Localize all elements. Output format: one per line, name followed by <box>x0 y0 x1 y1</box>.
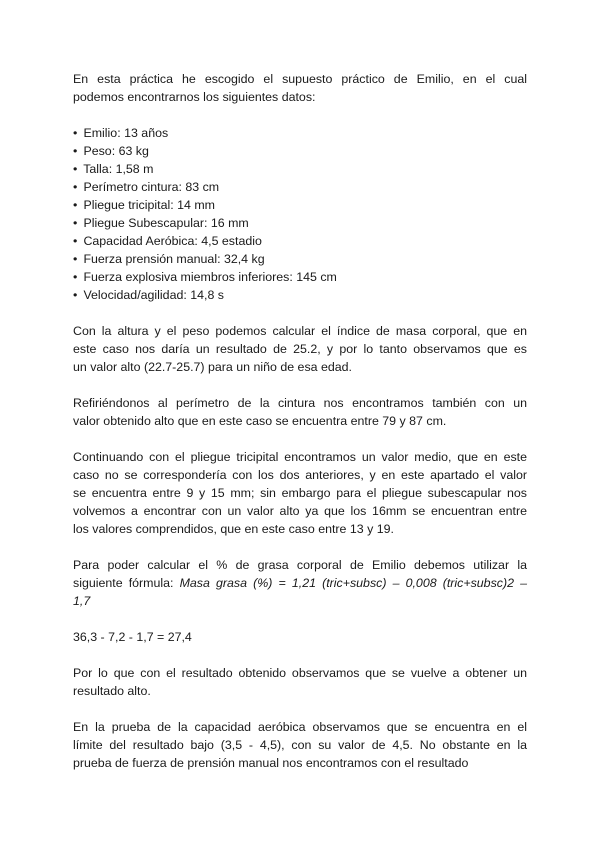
pliegue-paragraph: Continuando con el pliegue tricipital encontramos un valor medio, que en este caso no se correspondería con los dos anteriores, y en este apartado el valor se encuentra entre 9 y 15 mm; sin embargo para el pliegue subescapular nos volvemos a encontrar con un valor alto ya que los 16mm se encuentran entre los valores comprendidos, que en este caso entre 13 y 19. <box>73 450 527 536</box>
list-item: • Perímetro cintura: 83 cm <box>73 180 220 194</box>
intro-line-1: En esta práctica he escogido el supuesto práctico de Emilio, en el cual <box>73 72 527 86</box>
list-item: • Pliegue tricipital: 14 mm <box>73 198 215 212</box>
bullet-icon: • <box>73 216 78 230</box>
bullet-icon: • <box>73 270 78 284</box>
list-item: • Pliegue Subescapular: 16 mm <box>73 216 249 230</box>
list-item: • Capacidad Aeróbica: 4,5 estadio <box>73 234 262 248</box>
bullet-icon: • <box>73 180 78 194</box>
data-list <box>73 124 527 304</box>
bullet-icon: • <box>73 162 78 176</box>
bullet-icon: • <box>73 252 78 266</box>
intro-paragraph <box>73 70 527 106</box>
bullet-icon: • <box>73 198 78 212</box>
list-item: • Fuerza explosiva miembros inferiores: 145 cm <box>73 270 337 284</box>
cintura-paragraph: Refiriéndonos al perímetro de la cintura nos encontramos también con un valor obtenido alto que en este caso se encuentra entre 79 y 87 cm. <box>73 396 527 428</box>
bullet-icon: • <box>73 126 78 140</box>
list-item: • Fuerza prensión manual: 32,4 kg <box>73 252 265 266</box>
bullet-icon: • <box>73 144 78 158</box>
document-body <box>73 70 527 772</box>
intro-line-2: podemos encontrarnos los siguientes datos: <box>73 90 316 104</box>
aerobica-paragraph: En la prueba de la capacidad aeróbica observamos que se encuentra en el límite del resultado bajo (3,5 - 4,5), con su valor de 4,5. No obstante en la prueba de fuerza de prensión manual nos encontramos con el resultado <box>73 720 527 770</box>
list-item: • Emilio: 13 años <box>73 126 169 140</box>
list-item: • Velocidad/agilidad: 14,8 s <box>73 288 224 302</box>
imc-paragraph: Con la altura y el peso podemos calcular el índice de masa corporal, que en este caso nos daría un resultado de 25.2, y por lo tanto observamos que es un valor alto (22.7-25.7) para un niño de esa edad. <box>73 324 527 374</box>
formula: Masa grasa (%) = 1,21 (tric+subsc) – 0,008 (tric+subsc)2 – <box>179 576 527 590</box>
grasa-paragraph: Para poder calcular el % de grasa corporal de Emilio debemos utilizar la siguiente fórmula: Masa grasa (%) = 1,21 (tric+subsc) – 0,008 (tric+subsc)2 – 1,7 <box>73 558 527 608</box>
list-item: • Peso: 63 kg <box>73 144 149 158</box>
calculation-line: 36,3 - 7,2 - 1,7 = 27,4 <box>73 630 192 644</box>
bullet-icon: • <box>73 288 78 302</box>
resultado-paragraph: Por lo que con el resultado obtenido observamos que se vuelve a obtener un resultado alto. <box>73 666 527 698</box>
formula-end: 1,7 <box>73 594 91 608</box>
bullet-icon: • <box>73 234 78 248</box>
list-item: • Talla: 1,58 m <box>73 162 154 176</box>
